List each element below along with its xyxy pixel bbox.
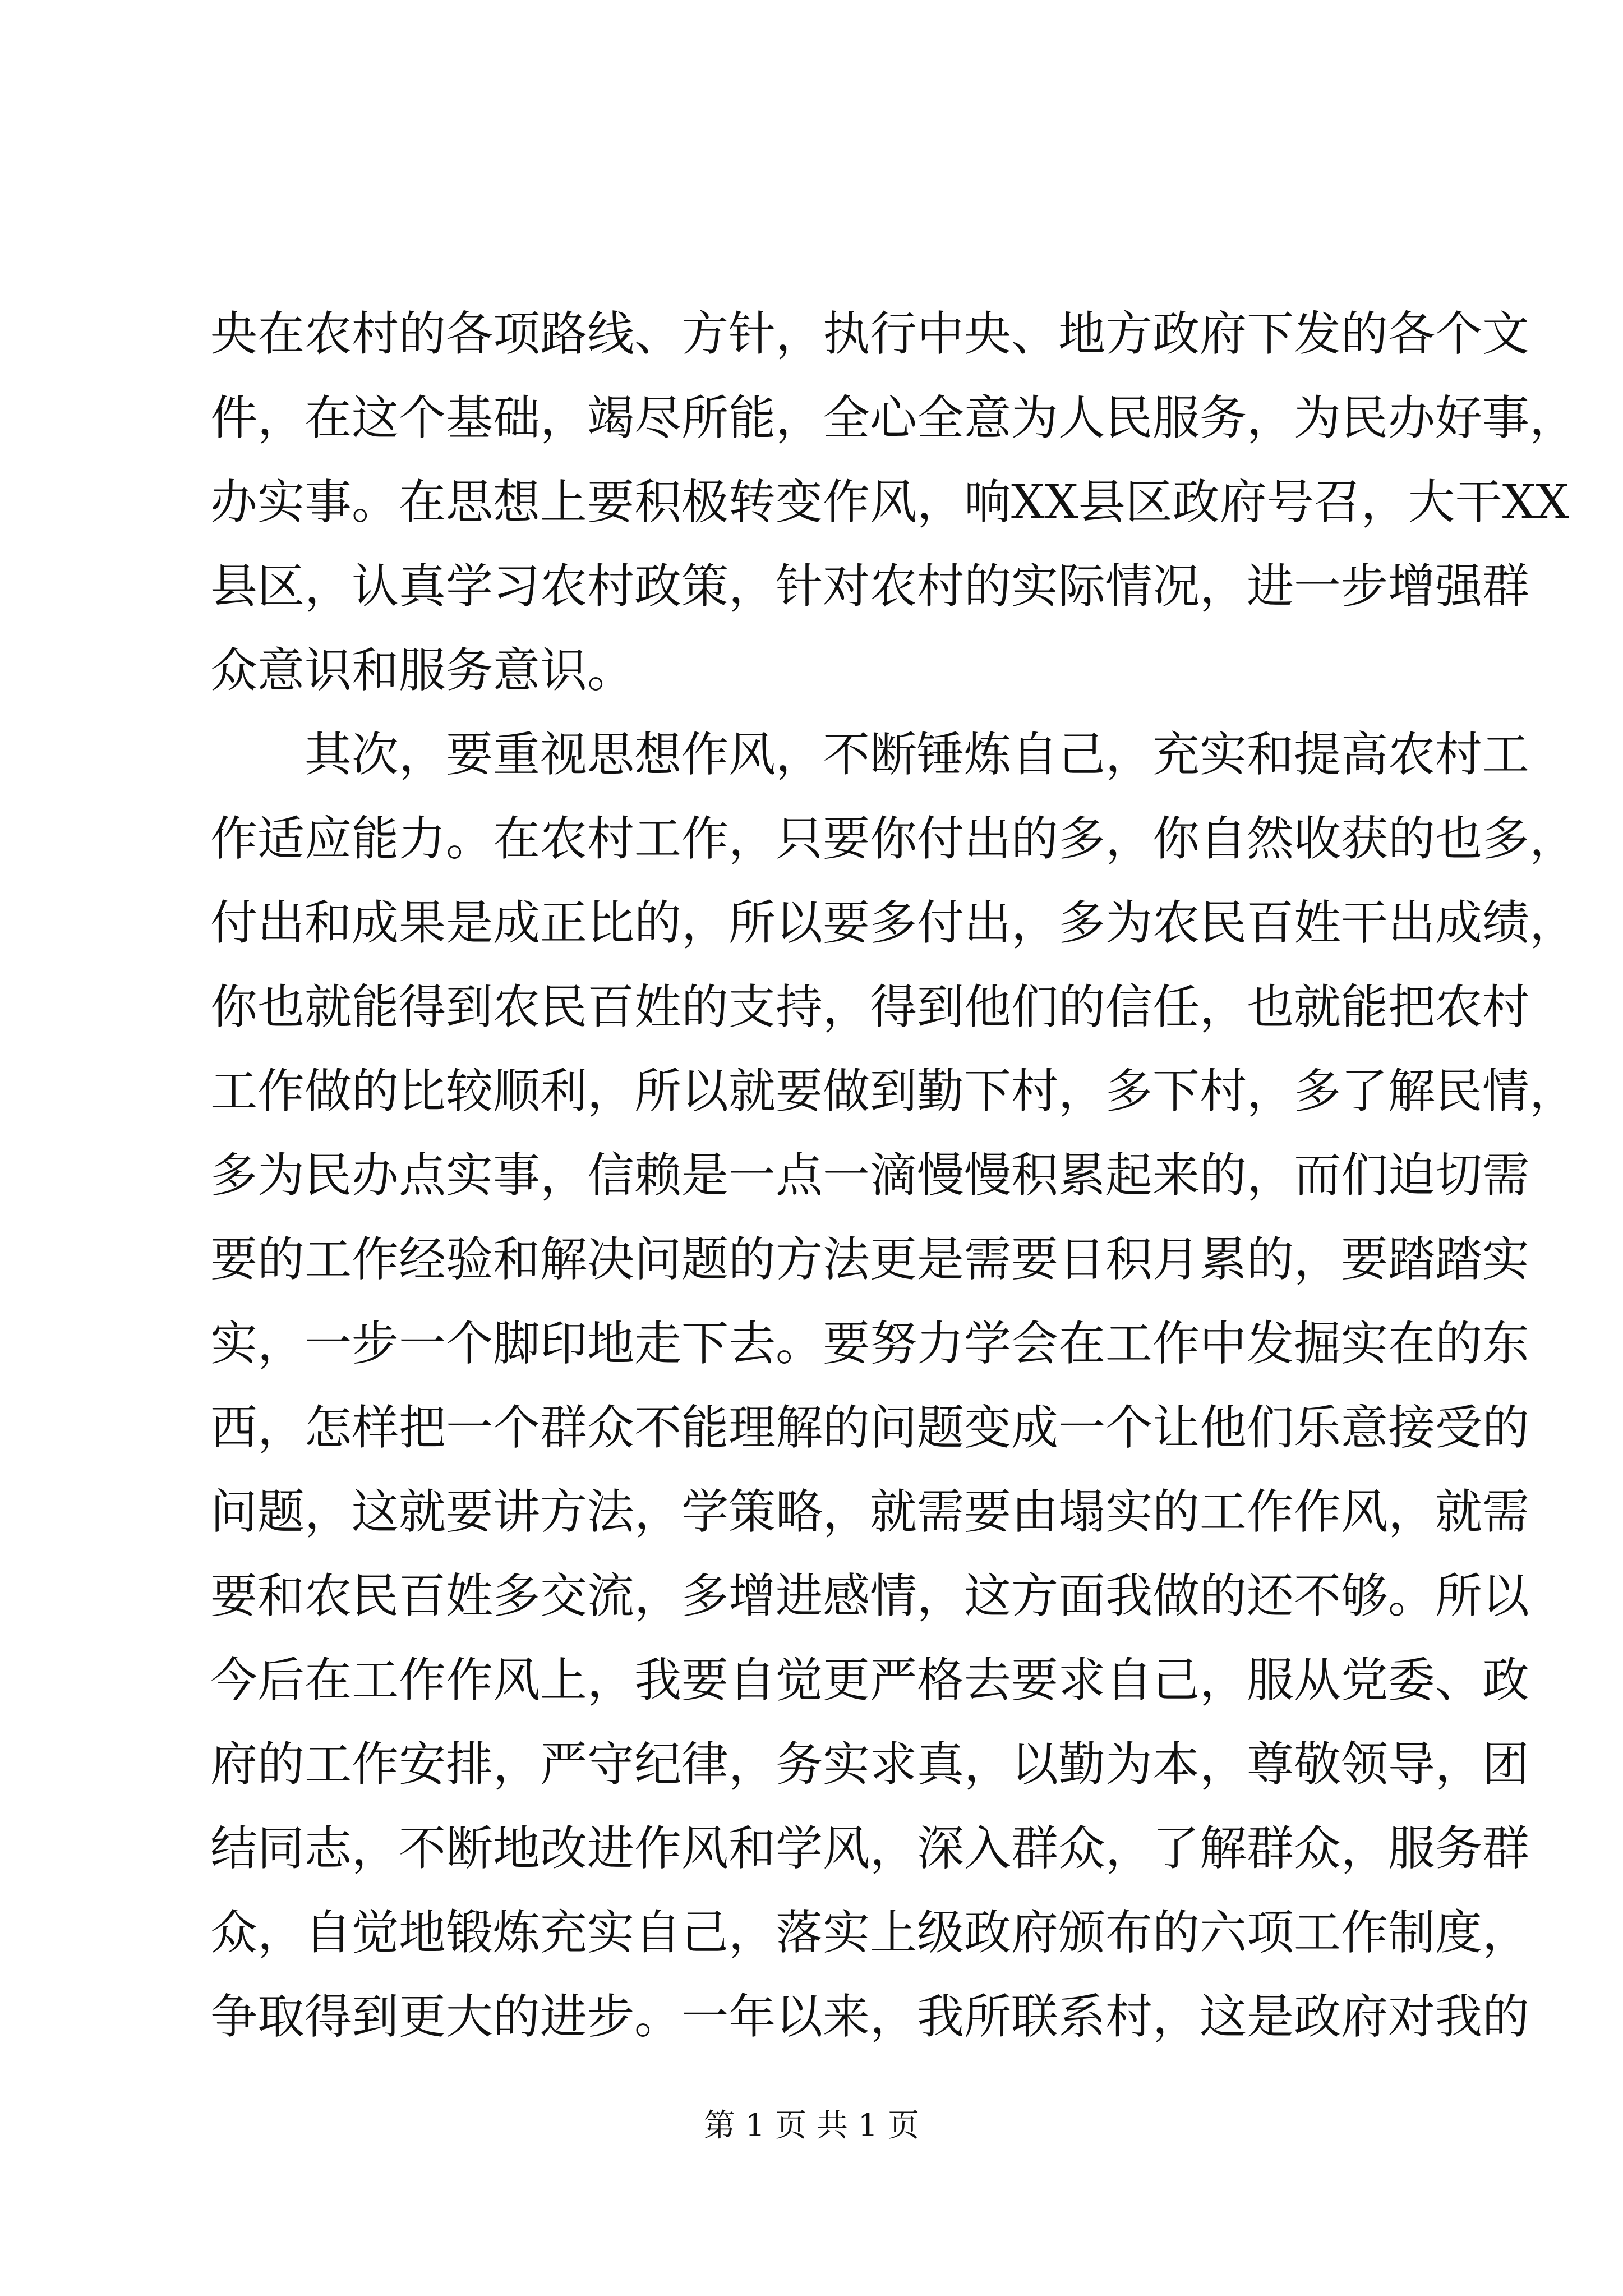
paragraph-1 (210, 292, 1577, 712)
text-line: 结同志，不断地改进作风和学风，深入群众，了解群众，服务群 (210, 1821, 1530, 1876)
text-line: 央在农村的各项路线、方针，执行中央、地方政府下发的各个文 (210, 306, 1530, 361)
text-line: 件，在这个基础，竭尽所能，全心全意为人民服务，为民办好事， (210, 390, 1577, 445)
text-line: 今后在工作作风上，我要自觉更严格去要求自己，服从党委、政 (210, 1653, 1530, 1708)
text-line: 众，自觉地锻炼充实自己，落实上级政府颁布的六项工作制度， (210, 1905, 1530, 1960)
text-line: 要的工作经验和解决问题的方法更是需要日积月累的，要踏踏实 (210, 1232, 1530, 1287)
text-line: 西，怎样把一个群众不能理解的问题变成一个让他们乐意接受的 (210, 1400, 1530, 1455)
text-line: 你也就能得到农民百姓的支持，得到他们的信任，也就能把农村 (210, 979, 1530, 1034)
text-line: 作适应能力。在农村工作，只要你付出的多，你自然收获的也多， (210, 811, 1577, 866)
text-line: 众意识和服务意识。 (210, 643, 635, 698)
text-line: 府的工作安排，严守纪律，务实求真，以勤为本，尊敬领导，团 (210, 1737, 1530, 1792)
text-line: 实，一步一个脚印地走下去。要努力学会在工作中发掘实在的东 (210, 1316, 1530, 1371)
text-line: 县区，认真学习农村政策，针对农村的实际情况，进一步增强群 (210, 559, 1530, 614)
text-line: 多为民办点实事，信赖是一点一滴慢慢积累起来的，而们迫切需 (210, 1148, 1530, 1203)
document-body (210, 292, 1577, 2059)
page-number: 第 1 页 共 1 页 (703, 2108, 920, 2144)
paragraph-2 (210, 712, 1577, 2059)
text-line: 要和农民百姓多交流，多增进感情，这方面我做的还不够。所以 (210, 1568, 1530, 1623)
text-line: 问题，这就要讲方法，学策略，就需要由塌实的工作作风，就需 (210, 1484, 1530, 1539)
text-line: 工作做的比较顺利，所以就要做到勤下村，多下村，多了解民情， (210, 1064, 1577, 1119)
text-line: 办实事。在思想上要积极转变作风，响XX县区政府号召，大干XX (210, 475, 1570, 530)
page-footer (0, 2104, 1623, 2148)
text-line: 其次，要重视思想作风，不断锤炼自己，充实和提高农村工 (305, 727, 1530, 782)
text-line: 付出和成果是成正比的，所以要多付出，多为农民百姓干出成绩， (210, 895, 1577, 950)
text-line: 争取得到更大的进步。一年以来，我所联系村，这是政府对我的 (210, 1989, 1530, 2044)
